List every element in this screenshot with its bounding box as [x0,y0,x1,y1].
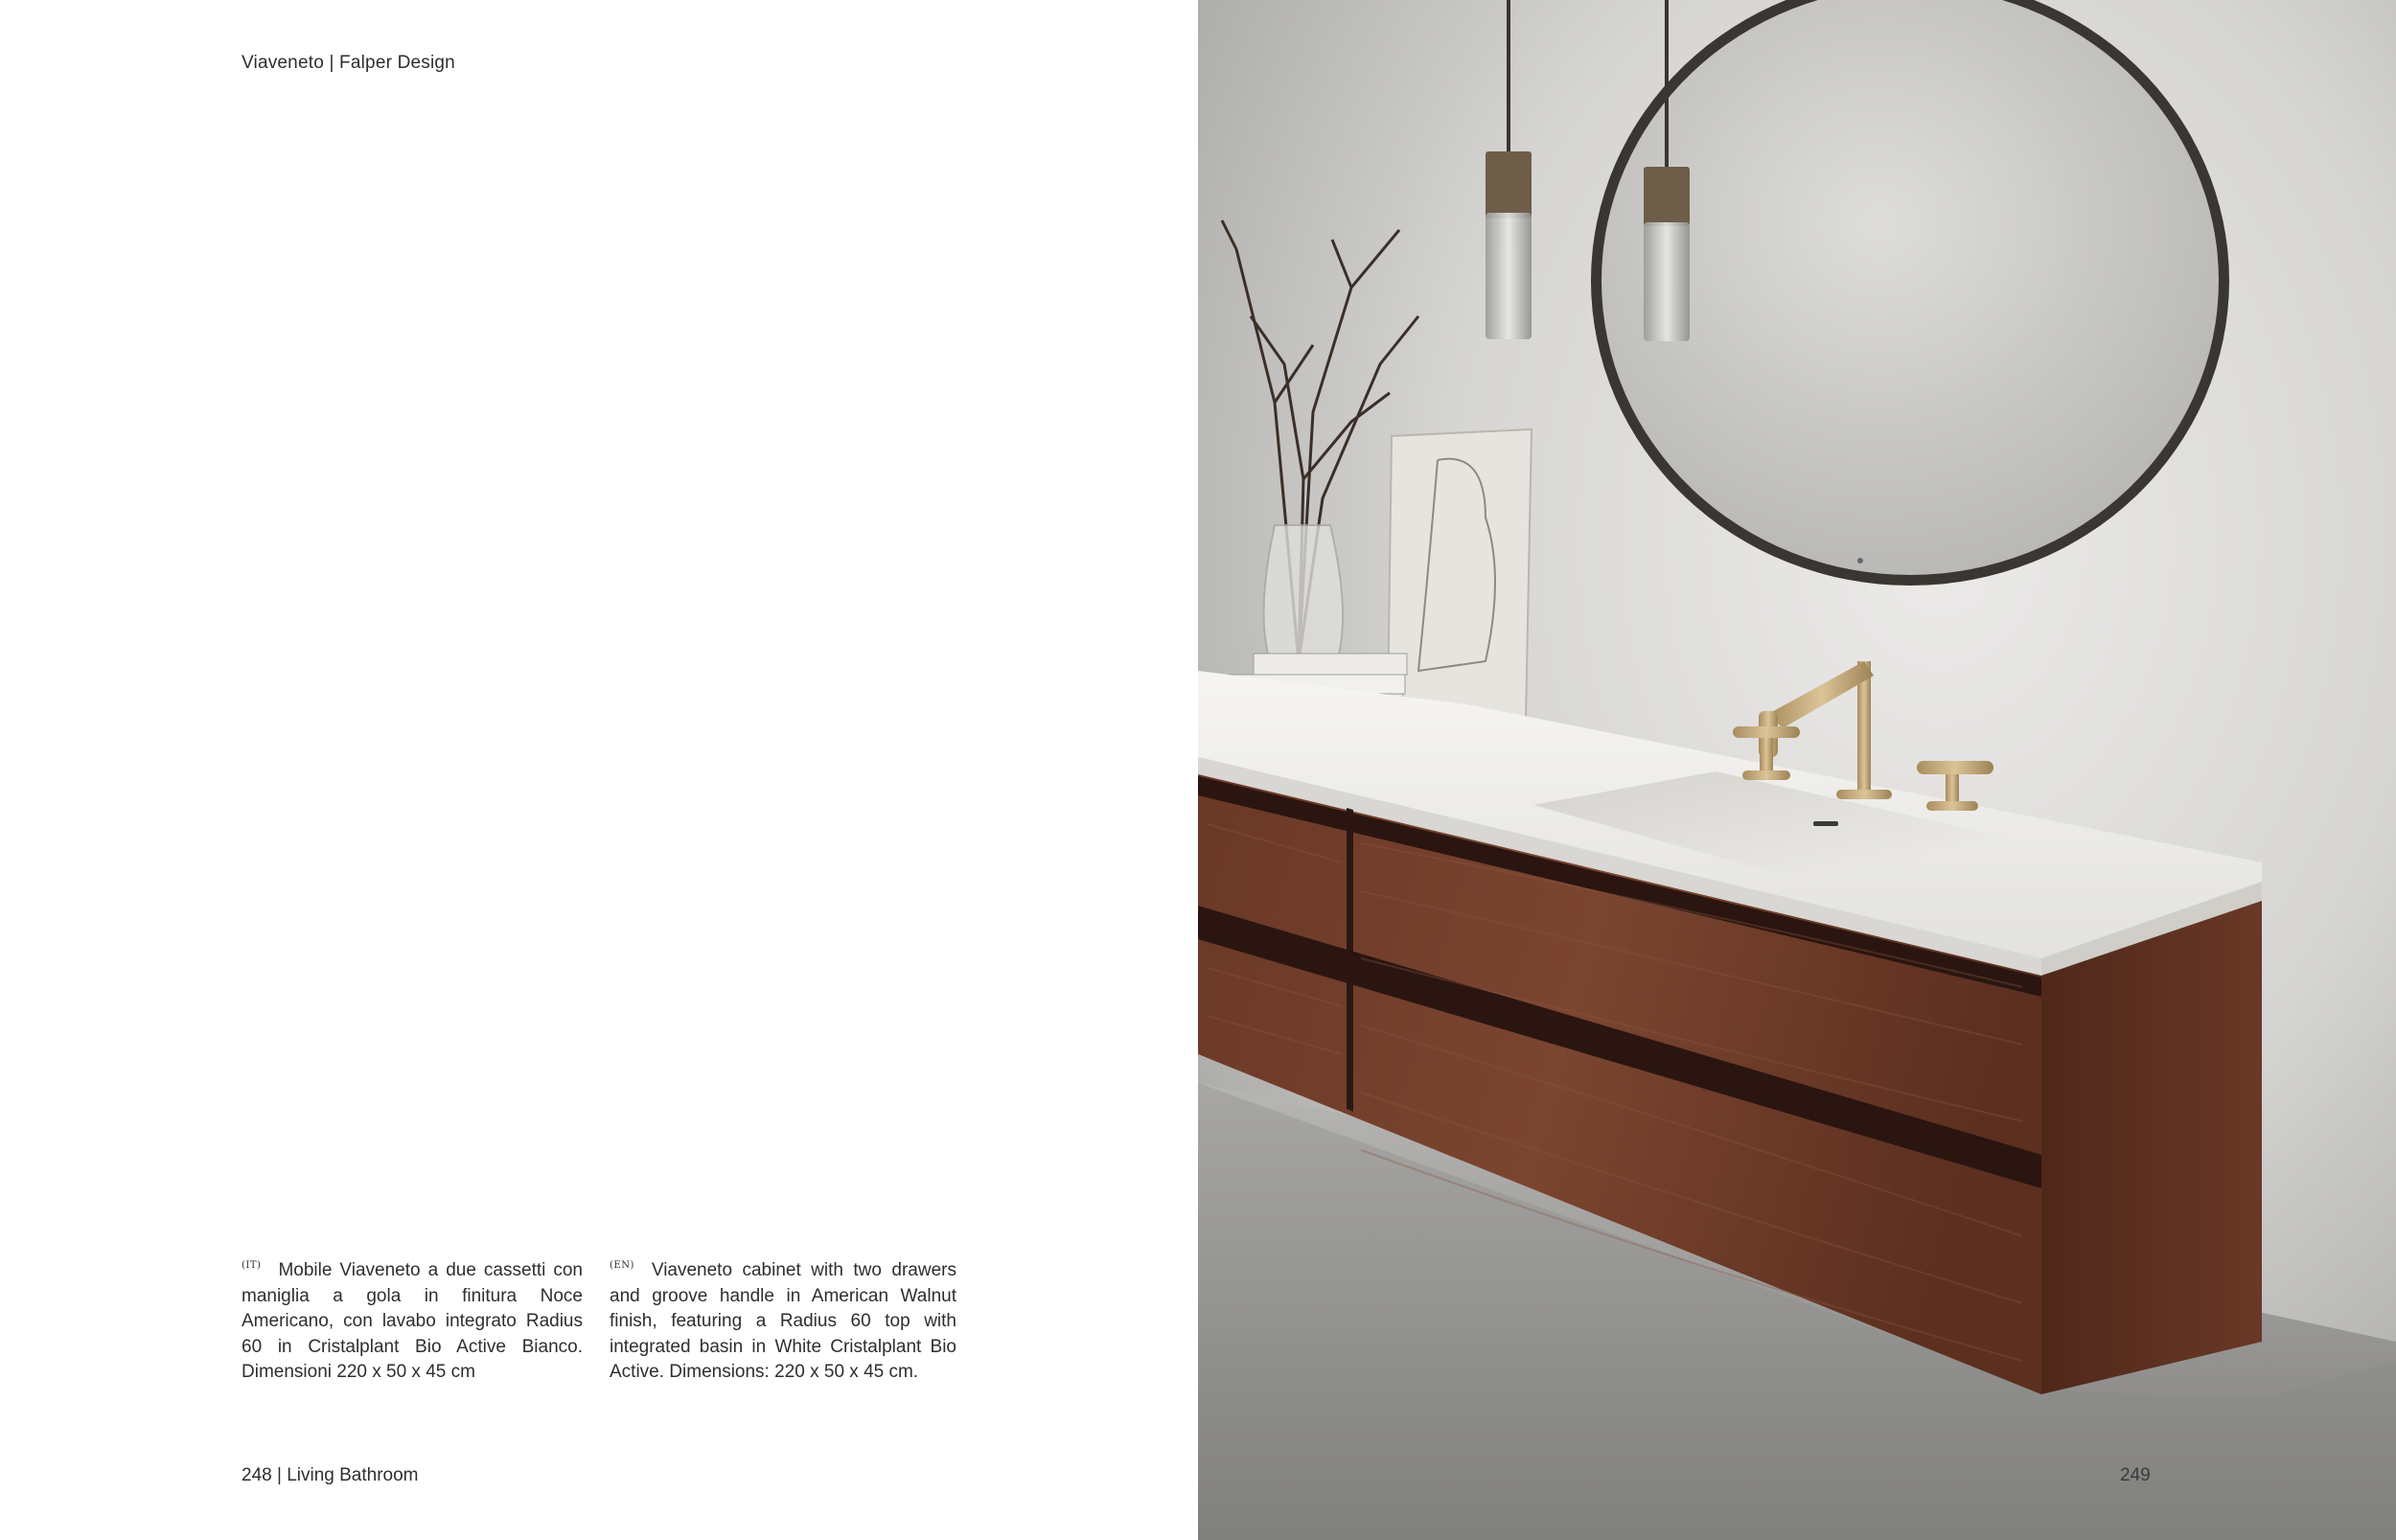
bathroom-photo [1198,0,2396,1540]
bathroom-photo-illustration [1198,0,2396,1540]
caption-english [610,1253,956,1386]
caption-it-text: Mobile Viaveneto a due cassetti con maniglia a gola in finitura Noce Americano, con lavabo integrato Radius 60 in Cristalplant Bio Active Bianco. Dimensioni 220 x 50 x 45 cm [242,1260,583,1382]
lang-tag-en: (EN) [610,1260,634,1271]
running-title: Viaveneto | Falper Design [242,53,455,73]
caption-en-text: Viaveneto cabinet with two drawers and groove handle in American Walnut finish, featuring a Radius 60 top with integrated basin in White Cristalplant Bio Active. Dimensions: 220 x 50 x 45 cm. [610,1260,956,1382]
lang-tag-it: (IT) [242,1260,262,1271]
page-number-right: 249 [2120,1465,2151,1485]
footer-page-label: 248 | Living Bathroom [242,1465,419,1485]
caption-italian [242,1253,583,1386]
